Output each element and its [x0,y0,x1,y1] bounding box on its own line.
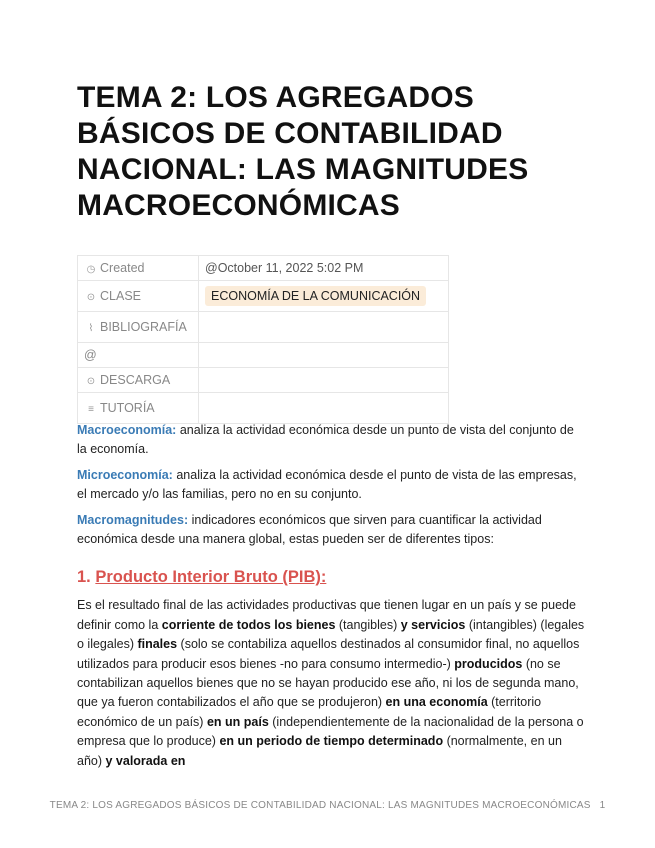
tutoria-value[interactable] [199,393,449,424]
body-emphasis: en un periodo de tiempo determinado [219,734,444,749]
select-icon: ⊙ [86,292,96,303]
body-text-segment: (no se contabilizan aquellos bienes que no se hayan producido ese año, ni los de segunda mano, que ya fueron contabilizados el año que se produjeron) [77,656,579,710]
definition-text: analiza la actividad económica desde el punto de vista de las empresas, el mercado y/o las familias, pero no en su conjunto. [77,467,577,502]
mention-value[interactable] [199,343,449,368]
body-text-segment: (territorio económico de un país) [77,695,542,729]
footer-title: TEMA 2: LOS AGREGADOS BÁSICOS DE CONTABILIDAD NACIONAL: LAS MAGNITUDES MACROECONÓMICAS [49,800,591,811]
property-label: DESCARGA [100,373,171,387]
page-footer [0,800,655,811]
properties-table [77,255,449,424]
page-number: 1 [599,800,606,811]
property-label: TUTORÍA [100,401,155,415]
paperclip-icon: ⌇ [88,323,94,334]
page-title: TEMA 2: LOS AGREGADOS BÁSICOS DE CONTABILIDAD NACIONAL: LAS MAGNITUDES MACROECONÓMICAS [77,81,529,222]
definition-term: Macromagnitudes: [77,512,189,527]
bibliografia-value[interactable] [199,312,449,343]
definition-text: analiza la actividad económica desde un punto de vista del conjunto de la economía. [77,423,574,457]
property-label: CLASE [100,289,141,303]
body-text-segment: (tangibles) [335,617,401,632]
body-emphasis: en una economía [385,695,488,710]
body-emphasis: finales [137,637,178,652]
section-title: Producto Interior Bruto (PIB): [95,568,327,587]
body-text-segment: Es el resultado final de las actividades productivas que tienen lugar en un país y se puede definir como la [77,598,576,632]
definition-term: Macroeconomía: [77,423,177,437]
definition-macromagnitudes [77,511,587,550]
property-label: BIBLIOGRAFÍA [100,320,187,334]
property-row-created [78,256,449,281]
definition-text: indicadores económicos que sirven para cuantificar la actividad económica desde una manera global, estas pueden ser de diferentes tipos: [77,512,542,547]
created-date[interactable]: @October 11, 2022 5:02 PM [205,261,364,275]
clock-icon: ◷ [86,264,96,275]
definition-microeconomia [77,466,587,505]
property-row-tutoria [78,393,449,424]
body-text-segment: (intangibles) (legales o ilegales) [77,617,585,652]
definition-macroeconomia [77,421,587,460]
descarga-value[interactable] [199,368,449,393]
definition-term: Microeconomía: [77,467,173,482]
select-icon: ⊙ [86,376,96,387]
property-row-descarga [78,368,449,393]
property-label: Created [100,261,145,275]
body-emphasis: producidos [454,656,523,671]
section-number: 1. [77,568,96,587]
body-emphasis: y valorada en [105,753,186,768]
mention-label: @ [84,348,97,362]
body-emphasis: en un país [206,714,269,729]
document-body [77,421,587,777]
property-row-clase [78,281,449,312]
body-emphasis: y servicios [400,617,466,632]
body-text-segment: (independientemente de la nacionalidad de la persona o empresa que lo produce) [77,714,584,749]
property-row-mention [78,343,449,368]
body-text-segment: (solo se contabiliza aquellos destinados al consumidor final, no aquellos utilizados para producir esos bienes -no para consumo intermedio-) [77,637,580,671]
text-icon: ≡ [88,404,94,415]
body-emphasis: corriente de todos los bienes [161,617,336,632]
body-text-segment: (normalmente, en un año) [77,734,562,768]
property-row-bibliografia [78,312,449,343]
clase-tag[interactable]: ECONOMÍA DE LA COMUNICACIÓN [205,286,426,306]
body-paragraph [77,596,587,771]
section-heading [77,566,587,588]
